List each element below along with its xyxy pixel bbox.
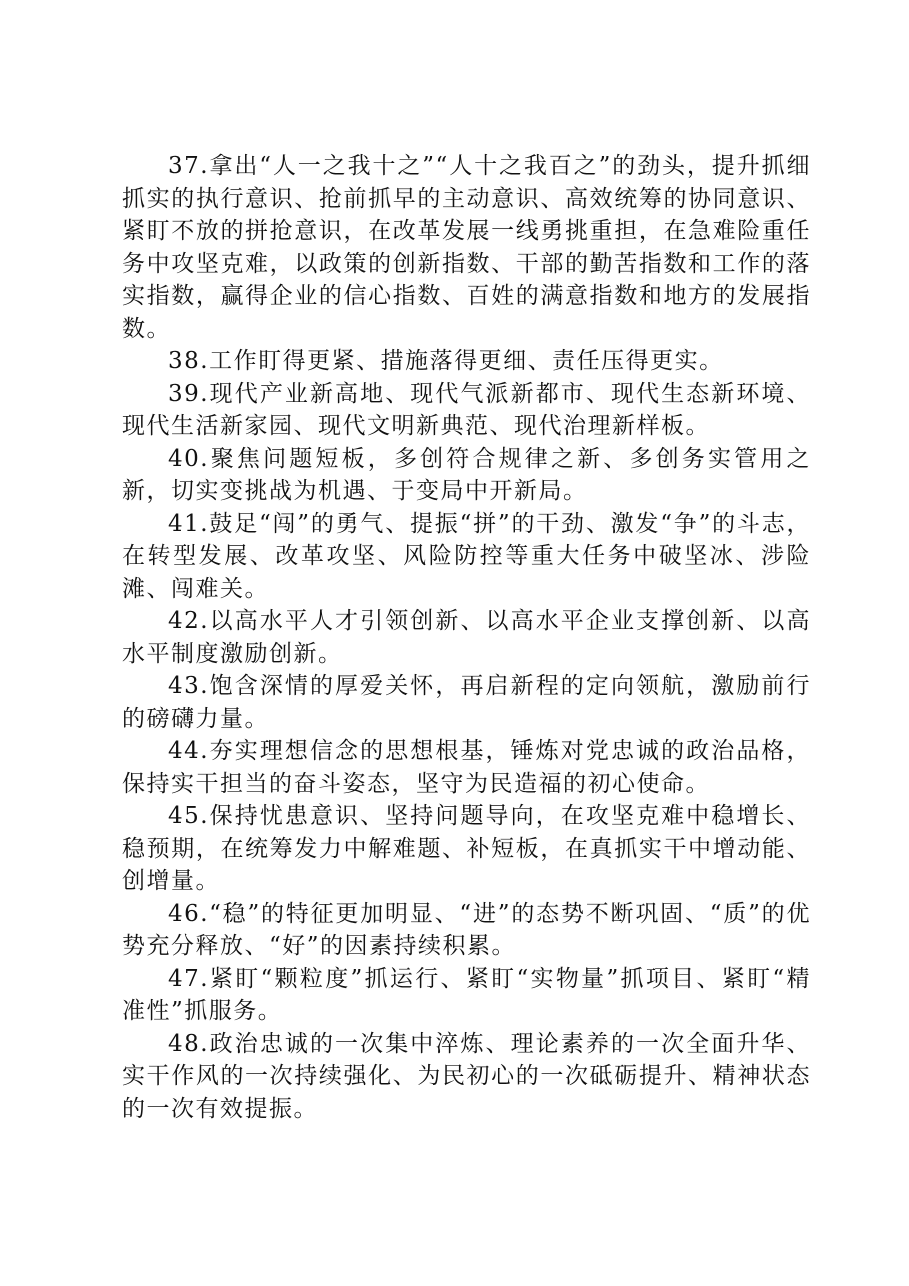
paragraph-46: 46.“稳”的特征更加明显、“进”的态势不断巩固、“质”的优势充分释放、“好”的因素持续积累。 [122, 900, 811, 959]
paragraph-42: 42.以高水平人才引领创新、以高水平企业支撑创新、以高水平制度激励创新。 [122, 608, 811, 667]
document-body [122, 150, 811, 1125]
paragraph-37: 37.拿出“人一之我十之”“人十之我百之”的劲头，提升抓细抓实的执行意识、抢前抓早的主动意识、高效统筹的协同意识、紧盯不放的拼抢意识，在改革发展一线勇挑重担，在急难险重任务中攻坚克难，以政策的创新指数、干部的勤苦指数和工作的落实指数，赢得企业的信心指数、百姓的满意指数和地方的发展指数。 [122, 153, 811, 342]
paragraph-40: 40.聚焦问题短板，多创符合规律之新、多创务实管用之新，切实变挑战为机遇、于变局中开新局。 [122, 445, 811, 504]
paragraph-39: 39.现代产业新高地、现代气派新都市、现代生态新环境、现代生活新家园、现代文明新典范、现代治理新样板。 [122, 380, 811, 439]
paragraph-44: 44.夯实理想信念的思想根基，锤炼对党忠诚的政治品格，保持实干担当的奋斗姿态，坚守为民造福的初心使命。 [122, 738, 811, 797]
paragraph-48: 48.政治忠诚的一次集中淬炼、理论素养的一次全面升华、实干作风的一次持续强化、为民初心的一次砥砺提升、精神状态的一次有效提振。 [122, 1030, 811, 1122]
paragraph-38: 38.工作盯得更紧、措施落得更细、责任压得更实。 [168, 348, 724, 374]
paragraph-47: 47.紧盯“颗粒度”抓运行、紧盯“实物量”抓项目、紧盯“精准性”抓服务。 [122, 965, 811, 1024]
paragraph-43: 43.饱含深情的厚爱关怀，再启新程的定向领航，激励前行的磅礴力量。 [122, 673, 811, 732]
paragraph-45: 45.保持忧患意识、坚持问题导向，在攻坚克难中稳增长、稳预期，在统筹发力中解难题、补短板，在真抓实干中增动能、创增量。 [122, 803, 811, 894]
paragraph-41: 41.鼓足“闯”的勇气、提振“拼”的干劲、激发“争”的斗志，在转型发展、改革攻坚、风险防控等重大任务中破坚冰、涉险滩、闯难关。 [122, 510, 811, 602]
